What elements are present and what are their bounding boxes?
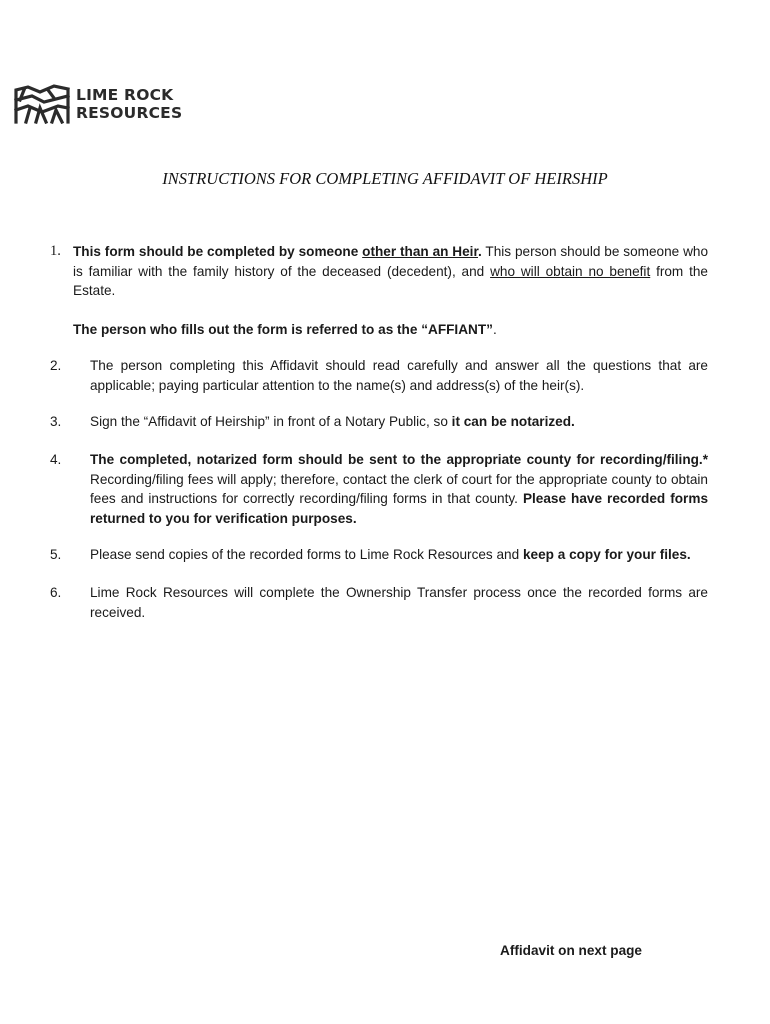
body-text: Recording/filing fees will apply; therefore, contact the clerk of court for the appropriate county to obtain fees and instructions for correctly recording/filing forms in that county. [90, 471, 708, 506]
body-text: Please send copies of the recorded forms to Lime Rock Resources and [90, 547, 523, 562]
footer-note: Affidavit on next page [500, 943, 642, 958]
body-text-end: from the Estate. [73, 263, 708, 298]
item-text [73, 242, 708, 301]
affiant-note [73, 320, 708, 340]
affiant-note-bold: The person who fills out the form is referred to as the “AFFIANT” [73, 321, 493, 337]
item-text [90, 412, 708, 432]
item-number: 5. [50, 547, 62, 562]
body-text: This person should be someone who is familiar with the family history of the deceased (decedent), and [73, 244, 709, 279]
body-text: Sign the “Affidavit of Heirship” in front of a Notary Public, so [90, 414, 452, 429]
bold-text-end: Please have recorded forms returned to you for verification purposes. [90, 491, 708, 526]
instruction-item-6 [50, 583, 708, 622]
bold-text: keep a copy for your files. [522, 547, 691, 562]
item-text [90, 450, 708, 528]
logo-line-1: LIME ROCK [76, 86, 174, 104]
item-text: The person completing this Affidavit should read carefully and answer all the questions that are applicable; paying particular attention to the name(s) and address(s) of the heir(s). [90, 358, 708, 393]
instruction-item-2 [50, 356, 708, 395]
item-number: 3. [50, 414, 62, 429]
instruction-item-3 [50, 412, 708, 432]
item-number: 2. [50, 358, 62, 373]
instruction-item-5 [50, 545, 708, 565]
bold-text: The completed, notarized form should be sent to the appropriate county for recording/filing.* [90, 452, 708, 467]
bold-underlined-text: other than an Heir [362, 244, 478, 259]
item-number: 1. [50, 243, 61, 259]
bold-text: it can be notarized. [451, 414, 575, 429]
instruction-item-4 [50, 450, 708, 528]
instruction-item-1 [50, 242, 708, 339]
underlined-text: who will obtain no benefit [490, 263, 651, 279]
logo-line-2: RESOURCES [76, 104, 183, 122]
item-number: 4. [50, 452, 62, 467]
company-logo [14, 84, 182, 124]
item-text: Lime Rock Resources will complete the Ownership Transfer process once the recorded forms are received. [90, 585, 708, 620]
item-text [90, 545, 708, 565]
bold-text: This form should be completed by someone [73, 244, 363, 259]
page-title: INSTRUCTIONS FOR COMPLETING AFFIDAVIT OF HEIRSHIP [162, 169, 608, 188]
lime-rock-emblem-icon [14, 84, 70, 124]
affiant-note-end: . [492, 321, 497, 337]
bold-text-end: . [478, 244, 482, 259]
item-number: 6. [50, 585, 62, 600]
